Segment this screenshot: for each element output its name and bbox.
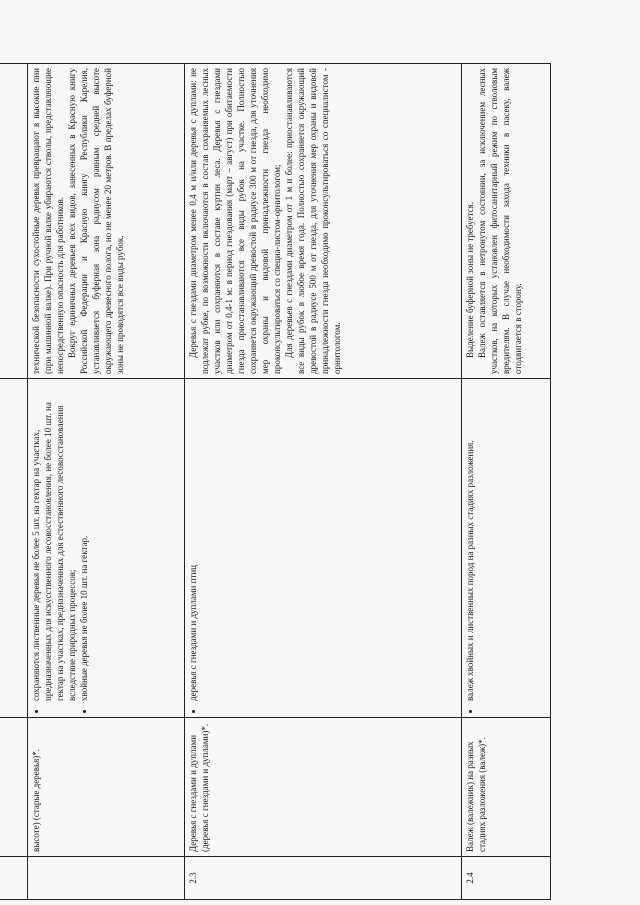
buffer-paragraph: Для деревьев с гнездами диаметром от 1 м и более: приостанавливаются все виды рубок в любое время года. Полностью сохраняется окружающий древостой в радиусе 500 м от гнезда, для уточнения мер охраны и видовой принадлежности гнезда необходимо проконсультироваться со специалистом - орнитологом.: [283, 68, 342, 374]
header-no: [0, 857, 28, 900]
object-characteristics: [462, 379, 551, 718]
buffer-paragraph: Выделение буферной зоны не требуется.: [465, 202, 475, 358]
object-name: Деревья с гнездами и дуплами (деревья с гнездами и дуплами)*.: [185, 718, 462, 857]
row-number: [28, 857, 185, 900]
header-characteristics: [0, 379, 28, 718]
buffer-paragraph: Вокруг единичных деревьев всех видов, занесенных в Красную книгу Российской Федерации и Красную книгу Республики Карелия, устанавливается буферная зона радиусом равным средней высоте окружающего древесного полога, но не менее 20 метров. В пределах буферной зоны не проводятся все виды рубок.: [66, 68, 125, 374]
buffer-zone-text: [185, 64, 462, 379]
table-row: [185, 64, 462, 900]
rotated-document-page: [0, 68, 523, 900]
object-characteristics: [28, 379, 185, 718]
characteristic-item: • деревья с гнездами и дуплами птиц: [188, 383, 200, 701]
header-name: [0, 718, 28, 857]
characteristic-item: • валеж хвойных и лиственных пород на разных стадиях разложения.: [465, 383, 477, 701]
buffer-zone-text: [462, 64, 551, 379]
object-characteristics: [185, 379, 462, 718]
characteristic-item: • хвойные деревья не более 10 шт. на гектар.: [79, 383, 91, 701]
buffer-paragraph: Валеж оставляется в нетронутом состоянии, за исключением лесных участков, на которых установлен фитосанитарный режим по стволовым вредителям. В случае необходимости захода техники в пасеку, валеж отодвигается в сторону.: [476, 68, 523, 374]
biodiversity-table: [0, 63, 551, 900]
characteristic-item: • сохраняются лиственные деревья не более 5 шт. на гектар на участках, предназначенных для искусственного лесовосстановления, не более 10 шт. на гектар на участках, предназначенных для естественного лесовосстановления вследствие природных процессов;: [31, 383, 79, 701]
object-name: Валеж (валежник) на разных стадиях разложения (валеж)*.: [462, 718, 551, 857]
table-row: [462, 64, 551, 900]
row-number: 2.4: [462, 857, 551, 900]
table-header-row: [0, 64, 28, 900]
row-number: 2.3: [185, 857, 462, 900]
buffer-zone-text: [28, 64, 185, 379]
buffer-paragraph: Деревья с гнездами диаметром менее 0,4 м и/или деревья с дуплами: не подлежат рубке, по возможности включаются в состав сохраняемых лесных участков или сохраняются в составе куртин леса. Деревья с гнездами диаметром от 0,4-1 м: в период гнездования (март – август) при обитаемости гнезда приостанавливаются все виды рубок на участке. Полностью сохраняется окружающий древостой в радиусе 300 м от гнезда, для уточнения мер охраны и видовой принадлежности гнезда необходимо проконсультироваться со специа-листом-орнитологом;: [188, 68, 282, 374]
table-row: [28, 64, 185, 900]
object-name: высоте) (старые деревья)*.: [28, 718, 185, 857]
header-buffer-size: [0, 64, 28, 379]
buffer-paragraph: технической безопасности сухостойные деревья превращают в высокие пни (при машинной валке). При ручной валке убираются стволы, представляющие непосредственную опасность для работников.: [31, 68, 65, 374]
